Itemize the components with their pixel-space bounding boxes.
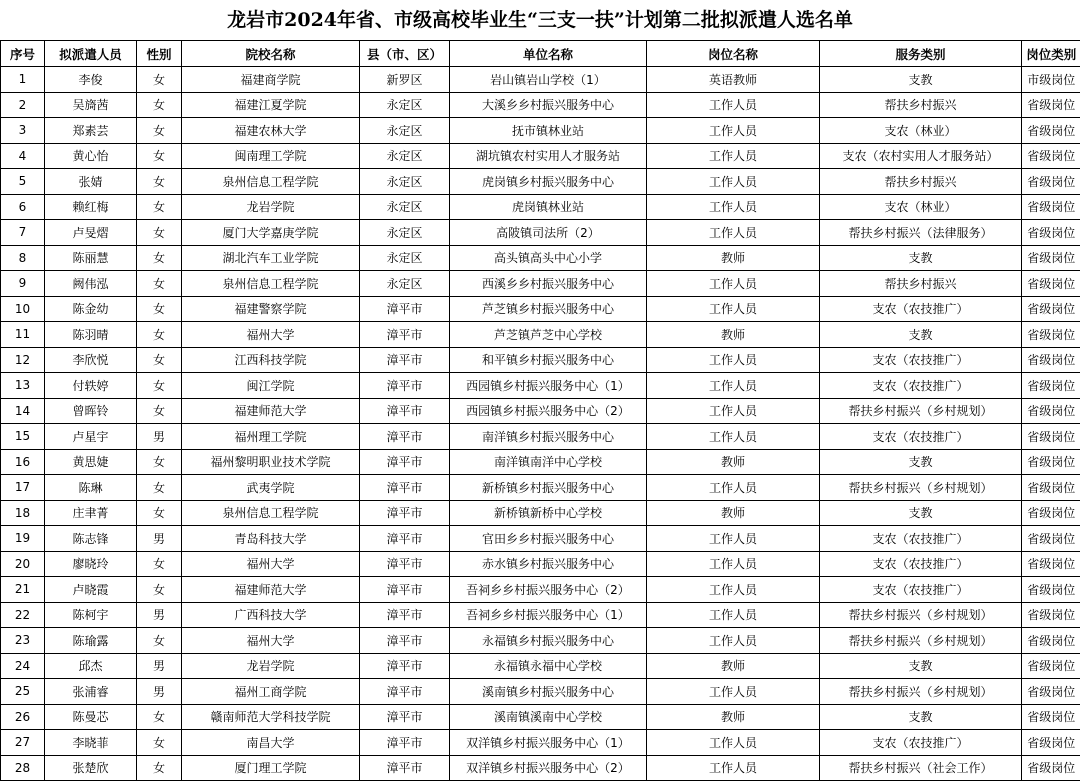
cell-county: 漳平市 [360,398,450,424]
cell-service-type: 帮扶乡村振兴（乡村规划） [820,679,1022,705]
cell-gender: 女 [137,143,182,169]
cell-serial: 9 [1,271,45,297]
cell-post: 工作人员 [647,577,820,603]
cell-post: 教师 [647,704,820,730]
cell-serial: 6 [1,194,45,220]
cell-name: 曾晖铃 [45,398,137,424]
cell-serial: 11 [1,322,45,348]
cell-school: 龙岩学院 [182,653,360,679]
cell-county: 漳平市 [360,296,450,322]
cell-school: 湖北汽车工业学院 [182,245,360,271]
table-row [1,220,1080,246]
cell-service-type: 帮扶乡村振兴（乡村规划） [820,475,1022,501]
cell-serial: 5 [1,169,45,195]
cell-county: 漳平市 [360,704,450,730]
table-row [1,679,1080,705]
cell-unit: 和平镇乡村振兴服务中心 [450,347,647,373]
cell-county: 漳平市 [360,449,450,475]
cell-school: 龙岩学院 [182,194,360,220]
cell-gender: 女 [137,271,182,297]
cell-unit: 芦芝镇乡村振兴服务中心 [450,296,647,322]
cell-gender: 女 [137,245,182,271]
table-row [1,475,1080,501]
cell-gender: 女 [137,220,182,246]
cell-service-type: 帮扶乡村振兴（乡村规划） [820,602,1022,628]
cell-name: 张婧 [45,169,137,195]
cell-serial: 15 [1,424,45,450]
table-row [1,424,1080,450]
cell-unit: 高陂镇司法所（2） [450,220,647,246]
cell-unit: 溪南镇乡村振兴服务中心 [450,679,647,705]
cell-school: 厦门大学嘉庚学院 [182,220,360,246]
cell-post-type: 省级岗位 [1022,347,1080,373]
cell-serial: 28 [1,755,45,781]
table-row [1,526,1080,552]
cell-name: 廖晓玲 [45,551,137,577]
cell-unit: 南洋镇乡村振兴服务中心 [450,424,647,450]
header-cell-unit: 单位名称 [450,41,647,67]
cell-service-type: 支农（林业） [820,194,1022,220]
cell-post: 工作人员 [647,373,820,399]
cell-gender: 女 [137,92,182,118]
cell-name: 庄聿菁 [45,500,137,526]
cell-post-type: 市级岗位 [1022,67,1080,93]
cell-service-type: 帮扶乡村振兴（社会工作） [820,755,1022,781]
cell-name: 陈羽晴 [45,322,137,348]
cell-name: 付轶婷 [45,373,137,399]
cell-school: 福州大学 [182,628,360,654]
table-row [1,551,1080,577]
cell-county: 漳平市 [360,730,450,756]
cell-unit: 湖坑镇农村实用人才服务站 [450,143,647,169]
cell-unit: 南洋镇南洋中心学校 [450,449,647,475]
cell-name: 李欣悦 [45,347,137,373]
cell-service-type: 支农（农村实用人才服务站） [820,143,1022,169]
table-row [1,704,1080,730]
table-row [1,118,1080,144]
cell-post: 工作人员 [647,526,820,552]
cell-post: 工作人员 [647,679,820,705]
cell-unit: 虎岗镇林业站 [450,194,647,220]
cell-service-type: 支农（农技推广） [820,373,1022,399]
cell-unit: 西园镇乡村振兴服务中心（2） [450,398,647,424]
cell-post-type: 省级岗位 [1022,577,1080,603]
cell-gender: 女 [137,322,182,348]
cell-post-type: 省级岗位 [1022,296,1080,322]
cell-school: 福建江夏学院 [182,92,360,118]
header-cell-post-type: 岗位类别 [1022,41,1080,67]
cell-county: 漳平市 [360,653,450,679]
cell-serial: 20 [1,551,45,577]
cell-post-type: 省级岗位 [1022,755,1080,781]
cell-post-type: 省级岗位 [1022,679,1080,705]
cell-post: 工作人员 [647,602,820,628]
cell-post: 工作人员 [647,347,820,373]
cell-school: 福州大学 [182,551,360,577]
cell-gender: 男 [137,653,182,679]
cell-unit: 永福镇乡村振兴服务中心 [450,628,647,654]
table-row [1,347,1080,373]
cell-name: 卢晓霞 [45,577,137,603]
cell-county: 漳平市 [360,577,450,603]
cell-post-type: 省级岗位 [1022,526,1080,552]
cell-county: 永定区 [360,143,450,169]
cell-name: 卢星宇 [45,424,137,450]
cell-gender: 男 [137,424,182,450]
cell-service-type: 帮扶乡村振兴 [820,169,1022,195]
cell-unit: 虎岗镇乡村振兴服务中心 [450,169,647,195]
cell-post-type: 省级岗位 [1022,602,1080,628]
cell-gender: 女 [137,730,182,756]
cell-service-type: 帮扶乡村振兴 [820,92,1022,118]
cell-county: 漳平市 [360,755,450,781]
cell-serial: 19 [1,526,45,552]
table-row [1,449,1080,475]
cell-school: 江西科技学院 [182,347,360,373]
cell-serial: 24 [1,653,45,679]
cell-unit: 溪南镇溪南中心学校 [450,704,647,730]
cell-unit: 西园镇乡村振兴服务中心（1） [450,373,647,399]
cell-unit: 高头镇高头中心小学 [450,245,647,271]
cell-county: 永定区 [360,194,450,220]
cell-post-type: 省级岗位 [1022,92,1080,118]
cell-serial: 1 [1,67,45,93]
roster-table [0,40,1080,781]
cell-post: 英语教师 [647,67,820,93]
cell-serial: 14 [1,398,45,424]
cell-school: 泉州信息工程学院 [182,271,360,297]
cell-county: 漳平市 [360,347,450,373]
cell-county: 永定区 [360,118,450,144]
cell-school: 南昌大学 [182,730,360,756]
cell-name: 邱杰 [45,653,137,679]
cell-post-type: 省级岗位 [1022,220,1080,246]
cell-post: 工作人员 [647,424,820,450]
cell-unit: 吾祠乡乡村振兴服务中心（1） [450,602,647,628]
cell-county: 漳平市 [360,602,450,628]
cell-county: 漳平市 [360,551,450,577]
cell-post: 工作人员 [647,475,820,501]
cell-county: 新罗区 [360,67,450,93]
cell-service-type: 帮扶乡村振兴（法律服务） [820,220,1022,246]
cell-serial: 2 [1,92,45,118]
cell-unit: 岩山镇岩山学校（1） [450,67,647,93]
cell-county: 永定区 [360,220,450,246]
cell-post: 工作人员 [647,118,820,144]
cell-school: 泉州信息工程学院 [182,500,360,526]
table-row [1,296,1080,322]
cell-school: 福建农林大学 [182,118,360,144]
table-row [1,92,1080,118]
table-row [1,322,1080,348]
cell-county: 漳平市 [360,424,450,450]
cell-school: 广西科技大学 [182,602,360,628]
cell-service-type: 支农（林业） [820,118,1022,144]
cell-post: 教师 [647,245,820,271]
cell-service-type: 支教 [820,704,1022,730]
table-row [1,194,1080,220]
cell-county: 漳平市 [360,628,450,654]
cell-gender: 女 [137,296,182,322]
cell-serial: 18 [1,500,45,526]
table-row [1,271,1080,297]
cell-post: 工作人员 [647,628,820,654]
cell-post: 工作人员 [647,551,820,577]
cell-serial: 22 [1,602,45,628]
table-body [1,67,1080,781]
cell-post: 工作人员 [647,271,820,297]
cell-post-type: 省级岗位 [1022,551,1080,577]
cell-service-type: 支农（农技推广） [820,577,1022,603]
cell-county: 漳平市 [360,475,450,501]
cell-school: 青岛科技大学 [182,526,360,552]
cell-post: 工作人员 [647,92,820,118]
cell-serial: 7 [1,220,45,246]
cell-service-type: 支农（农技推广） [820,347,1022,373]
cell-gender: 女 [137,169,182,195]
cell-service-type: 支农（农技推广） [820,526,1022,552]
header-cell-name: 拟派遣人员 [45,41,137,67]
cell-post: 工作人员 [647,194,820,220]
cell-post: 教师 [647,500,820,526]
cell-name: 陈志锋 [45,526,137,552]
header-cell-county: 县（市、区） [360,41,450,67]
cell-name: 陈曼芯 [45,704,137,730]
cell-name: 阙伟泓 [45,271,137,297]
cell-gender: 女 [137,577,182,603]
cell-post-type: 省级岗位 [1022,271,1080,297]
cell-gender: 女 [137,67,182,93]
cell-service-type: 支农（农技推广） [820,551,1022,577]
cell-post-type: 省级岗位 [1022,118,1080,144]
cell-gender: 女 [137,347,182,373]
cell-school: 闽江学院 [182,373,360,399]
cell-school: 福州工商学院 [182,679,360,705]
table-row [1,730,1080,756]
cell-post-type: 省级岗位 [1022,373,1080,399]
cell-gender: 男 [137,679,182,705]
cell-post-type: 省级岗位 [1022,194,1080,220]
cell-unit: 芦芝镇芦芝中心学校 [450,322,647,348]
cell-unit: 新桥镇新桥中心学校 [450,500,647,526]
cell-unit: 双洋镇乡村振兴服务中心（2） [450,755,647,781]
cell-unit: 官田乡乡村振兴服务中心 [450,526,647,552]
cell-gender: 女 [137,704,182,730]
cell-gender: 男 [137,526,182,552]
header-cell-post: 岗位名称 [647,41,820,67]
cell-gender: 女 [137,755,182,781]
cell-county: 永定区 [360,245,450,271]
cell-gender: 女 [137,475,182,501]
cell-gender: 女 [137,398,182,424]
cell-unit: 西溪乡乡村振兴服务中心 [450,271,647,297]
cell-name: 吴旖茜 [45,92,137,118]
cell-gender: 女 [137,628,182,654]
cell-unit: 新桥镇乡村振兴服务中心 [450,475,647,501]
cell-school: 厦门理工学院 [182,755,360,781]
table-row [1,245,1080,271]
cell-post-type: 省级岗位 [1022,449,1080,475]
cell-serial: 8 [1,245,45,271]
cell-name: 陈丽慧 [45,245,137,271]
table-row [1,398,1080,424]
table-row [1,143,1080,169]
cell-serial: 25 [1,679,45,705]
cell-school: 武夷学院 [182,475,360,501]
cell-serial: 17 [1,475,45,501]
header-cell-school: 院校名称 [182,41,360,67]
cell-gender: 男 [137,602,182,628]
cell-post: 教师 [647,322,820,348]
cell-post: 教师 [647,449,820,475]
table-row [1,373,1080,399]
cell-county: 漳平市 [360,322,450,348]
cell-gender: 女 [137,449,182,475]
cell-gender: 女 [137,500,182,526]
cell-school: 福州大学 [182,322,360,348]
cell-unit: 双洋镇乡村振兴服务中心（1） [450,730,647,756]
cell-name: 李晓菲 [45,730,137,756]
cell-school: 福建师范大学 [182,398,360,424]
cell-post-type: 省级岗位 [1022,245,1080,271]
cell-post-type: 省级岗位 [1022,500,1080,526]
cell-post: 工作人员 [647,169,820,195]
cell-post-type: 省级岗位 [1022,398,1080,424]
cell-post-type: 省级岗位 [1022,730,1080,756]
cell-county: 漳平市 [360,500,450,526]
cell-service-type: 支教 [820,449,1022,475]
cell-service-type: 支教 [820,322,1022,348]
table-row [1,67,1080,93]
header-cell-service-type: 服务类别 [820,41,1022,67]
cell-serial: 13 [1,373,45,399]
cell-post: 工作人员 [647,220,820,246]
cell-name: 陈柯宇 [45,602,137,628]
cell-post-type: 省级岗位 [1022,169,1080,195]
cell-gender: 女 [137,373,182,399]
page-title: 龙岩市2024年省、市级高校毕业生“三支一扶”计划第二批拟派遣人选名单 [227,9,853,31]
cell-school: 福建商学院 [182,67,360,93]
cell-gender: 女 [137,118,182,144]
cell-post-type: 省级岗位 [1022,653,1080,679]
cell-county: 漳平市 [360,526,450,552]
cell-post-type: 省级岗位 [1022,475,1080,501]
cell-name: 张浦睿 [45,679,137,705]
cell-service-type: 帮扶乡村振兴 [820,271,1022,297]
cell-serial: 4 [1,143,45,169]
cell-serial: 23 [1,628,45,654]
cell-county: 漳平市 [360,679,450,705]
cell-unit: 大溪乡乡村振兴服务中心 [450,92,647,118]
cell-serial: 10 [1,296,45,322]
cell-school: 福建警察学院 [182,296,360,322]
header-cell-gender: 性别 [137,41,182,67]
table-row [1,628,1080,654]
cell-name: 郑素芸 [45,118,137,144]
cell-county: 永定区 [360,92,450,118]
cell-unit: 抚市镇林业站 [450,118,647,144]
table-row [1,602,1080,628]
cell-unit: 永福镇永福中心学校 [450,653,647,679]
cell-service-type: 支教 [820,500,1022,526]
cell-name: 黄心怡 [45,143,137,169]
cell-name: 卢旻熠 [45,220,137,246]
cell-service-type: 帮扶乡村振兴（乡村规划） [820,398,1022,424]
cell-service-type: 支教 [820,245,1022,271]
cell-serial: 21 [1,577,45,603]
table-row [1,577,1080,603]
cell-post: 工作人员 [647,755,820,781]
cell-gender: 女 [137,551,182,577]
cell-serial: 26 [1,704,45,730]
cell-school: 赣南师范大学科技学院 [182,704,360,730]
cell-school: 泉州信息工程学院 [182,169,360,195]
cell-serial: 16 [1,449,45,475]
cell-post: 工作人员 [647,398,820,424]
cell-service-type: 支农（农技推广） [820,424,1022,450]
cell-service-type: 支教 [820,653,1022,679]
cell-gender: 女 [137,194,182,220]
cell-county: 漳平市 [360,373,450,399]
header-cell-serial: 序号 [1,41,45,67]
table-header-row [1,41,1080,67]
cell-post-type: 省级岗位 [1022,424,1080,450]
cell-post-type: 省级岗位 [1022,322,1080,348]
cell-service-type: 支教 [820,67,1022,93]
cell-name: 陈琳 [45,475,137,501]
table-row [1,169,1080,195]
cell-post: 工作人员 [647,730,820,756]
cell-post-type: 省级岗位 [1022,704,1080,730]
table-row [1,500,1080,526]
cell-name: 张楚欣 [45,755,137,781]
cell-post-type: 省级岗位 [1022,628,1080,654]
cell-post: 工作人员 [647,296,820,322]
cell-county: 永定区 [360,169,450,195]
cell-name: 赖红梅 [45,194,137,220]
cell-serial: 27 [1,730,45,756]
cell-post-type: 省级岗位 [1022,143,1080,169]
cell-service-type: 帮扶乡村振兴（乡村规划） [820,628,1022,654]
cell-serial: 3 [1,118,45,144]
cell-unit: 吾祠乡乡村振兴服务中心（2） [450,577,647,603]
cell-post: 教师 [647,653,820,679]
cell-name: 陈金幼 [45,296,137,322]
cell-county: 永定区 [360,271,450,297]
cell-name: 黄思婕 [45,449,137,475]
cell-service-type: 支农（农技推广） [820,296,1022,322]
cell-post: 工作人员 [647,143,820,169]
cell-serial: 12 [1,347,45,373]
cell-school: 福建师范大学 [182,577,360,603]
cell-name: 李俊 [45,67,137,93]
table-row [1,653,1080,679]
cell-school: 福州理工学院 [182,424,360,450]
cell-school: 福州黎明职业技术学院 [182,449,360,475]
cell-service-type: 支农（农技推广） [820,730,1022,756]
cell-name: 陈瑜露 [45,628,137,654]
table-row [1,755,1080,781]
cell-unit: 赤水镇乡村振兴服务中心 [450,551,647,577]
cell-school: 闽南理工学院 [182,143,360,169]
